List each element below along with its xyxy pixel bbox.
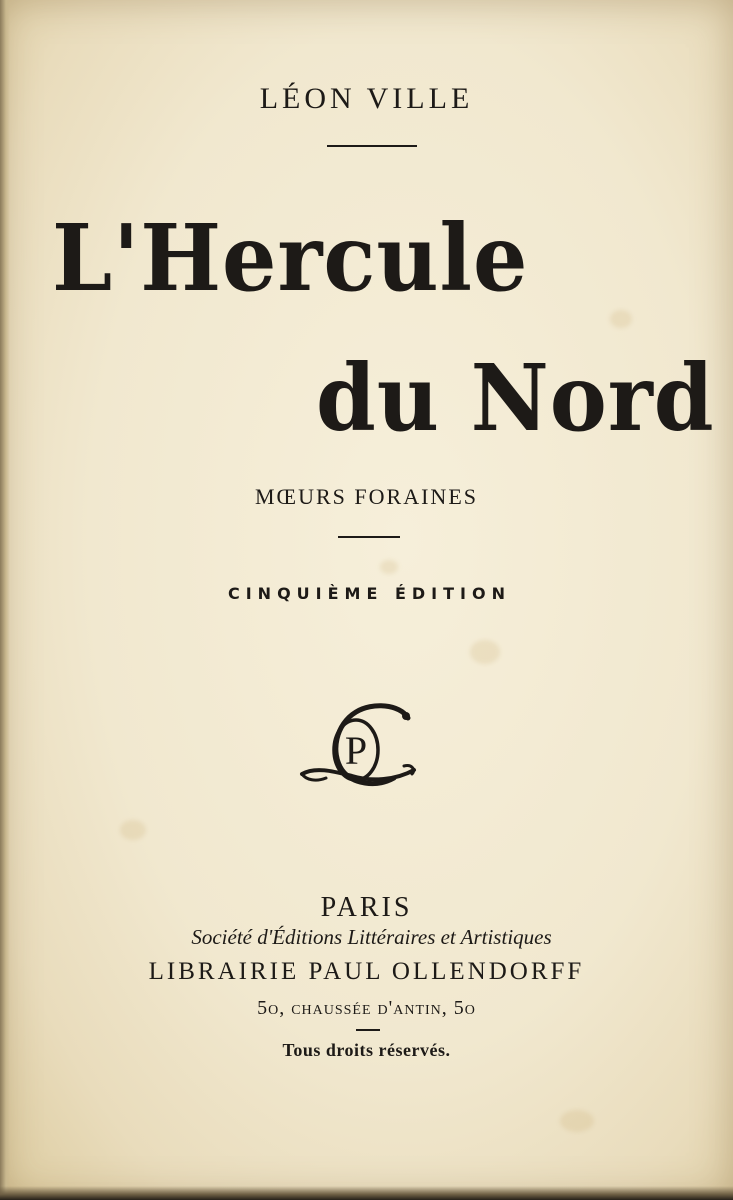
foxing-stain [120,820,146,840]
book-title-line-2: du Nord [316,344,715,452]
book-title-line-1: L'Hercule [52,204,529,312]
subtitle-rule [338,536,400,538]
foxing-stain [560,1110,594,1132]
publisher-monogram-letter: P [344,728,368,773]
imprint-address: 5o, chaussée d'antin, 5o [257,997,476,1019]
rights-notice: Tous droits réservés. [282,1040,451,1060]
imprint-city: PARIS [320,892,413,923]
edition-label: CINQUIÈME ÉDITION [227,584,511,603]
imprint-publisher: LIBRAIRIE PAUL OLLENDORFF [148,958,585,985]
address-rule [356,1029,380,1031]
author-rule [327,145,417,147]
publisher-monogram-icon [296,700,420,792]
foxing-stain [380,560,398,574]
book-subtitle: MŒURS FORAINES [255,484,478,509]
imprint-society: Société d'Éditions Littéraires et Artistiques [191,925,552,949]
author-name: LÉON VILLE [259,82,474,115]
page-bottom-edge [0,1186,733,1200]
foxing-stain [610,310,632,328]
foxing-stain [470,640,500,664]
